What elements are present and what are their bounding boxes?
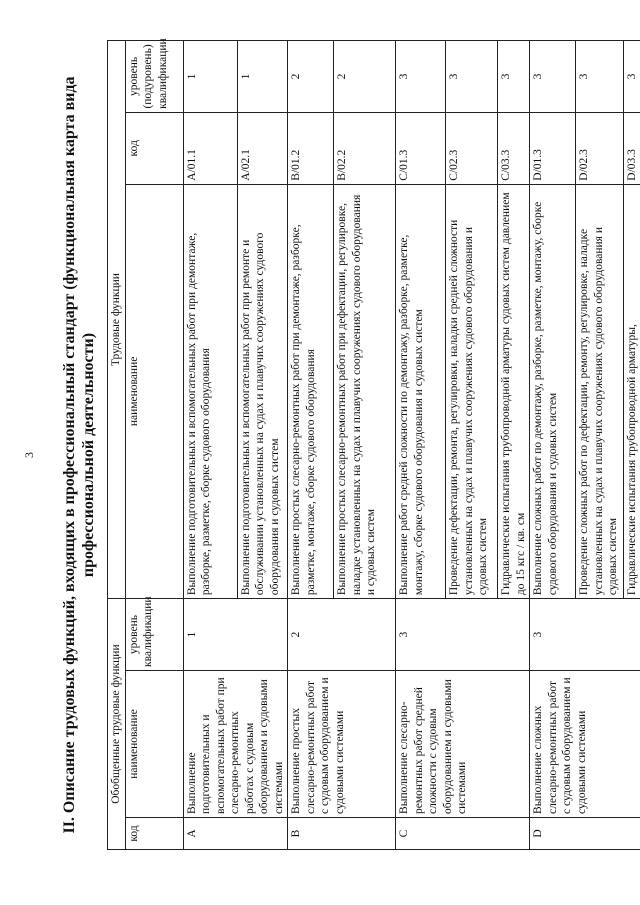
function-level: 2: [288, 41, 334, 113]
function-level: 3: [498, 41, 530, 113]
table-row: [530, 41, 576, 850]
table-row: [288, 41, 334, 850]
function-name: Выполнение подготовительных и вспомогательных работ при ремонте и обслуживании установленных на судах и плавучих сооружениях судового оборудования и судовых систем: [237, 184, 287, 598]
function-code: C/02.3: [446, 112, 498, 184]
function-code: D/01.3: [530, 112, 576, 184]
functional-map-table: [107, 40, 640, 850]
group-name: Выполнение слесарно-ремонтных работ средней сложности с судовым оборудованием и судовыми системами: [396, 670, 530, 817]
function-code: B/01.2: [288, 112, 334, 184]
title-line-2: профессиональной деятельности): [80, 332, 97, 578]
group-name: Выполнение простых слесарно-ремонтных работ с судовым оборудованием и судовыми системами: [288, 670, 396, 817]
function-code: C/01.3: [396, 112, 446, 184]
header-labor: Трудовые функции: [108, 41, 126, 599]
header-sublevel: уровень (подуровень) квалификации: [125, 41, 183, 113]
function-code: D/02.3: [576, 112, 624, 184]
page-number: 3: [22, 452, 36, 458]
table-row: [396, 41, 446, 850]
group-level: 3: [396, 599, 530, 671]
header-name-2: наименование: [125, 184, 183, 598]
function-name: Проведение дефектации, ремонта, регулировки, наладки средней сложности установленных на судах и плавучих сооружениях судового оборудования и судовых систем: [446, 184, 498, 598]
function-level: 2: [334, 41, 396, 113]
function-level: 3: [576, 41, 624, 113]
header-row-1: [108, 41, 126, 850]
group-code: B: [288, 817, 396, 849]
function-level: 3: [396, 41, 446, 113]
function-name: Выполнение простых слесарно-ремонтных работ при дефектации, регулировке, наладке установленных на судах и плавучих сооружениях судового оборудования и судовых систем: [334, 184, 396, 598]
group-code: A: [183, 817, 288, 849]
header-name: наименование: [125, 670, 183, 817]
section-title: [60, 50, 98, 860]
table-body: [108, 38, 640, 850]
function-name: Выполнение сложных работ по демонтажу, разборке, разметке, монтажу, сборке судового оборудования и судовых систем: [530, 184, 576, 598]
function-name: Выполнение работ средней сложности по демонтажу, разборке, разметке, монтажу, сборке судового оборудования и судовых систем: [396, 184, 446, 598]
function-code: C/03.3: [498, 112, 530, 184]
group-name: Выполнение сложных слесарно-ремонтных работ с судовым оборудованием и судовыми системами: [530, 670, 640, 817]
function-level: 3: [530, 41, 576, 113]
function-name: Проведение сложных работ по дефектации, ремонту, регулировке, наладке установленных на судах и плавучих сооружениях судового оборудования и судовых систем: [576, 184, 624, 598]
function-name: Гидравлические испытания трубопроводной арматуры,: [624, 184, 640, 598]
function-code: A/02.1: [237, 112, 287, 184]
group-level: 1: [183, 599, 288, 671]
header-row-2: [125, 41, 183, 850]
table-row: [183, 41, 237, 850]
function-name: Выполнение простых слесарно-ремонтных работ при демонтаже, разборке, разметке, монтаже, сборке судового оборудования: [288, 184, 334, 598]
function-code: D/03.3: [624, 112, 640, 184]
header-level: уровень квалификации: [125, 599, 183, 671]
function-level: 1: [237, 41, 287, 113]
function-name: Гидравлические испытания трубопроводной арматуры судовых систем давлением до 15 кгс / кв. см: [498, 184, 530, 598]
group-level: 2: [288, 599, 396, 671]
function-code: B/02.2: [334, 112, 396, 184]
group-name: Выполнение подготовительных и вспомогательных работ при слесарно-ремонтных работах с судовым оборудованием и судовыми системами: [183, 670, 288, 817]
group-level: 3: [530, 599, 640, 671]
header-generalized: Обобщенные трудовые функции: [108, 599, 126, 850]
function-level: 1: [183, 41, 237, 113]
function-level: 3: [446, 41, 498, 113]
header-code: код: [125, 817, 183, 849]
function-code: A/01.1: [183, 112, 237, 184]
group-code: D: [530, 817, 640, 849]
title-line-1: II. Описание трудовых функций, входящих в профессиональный стандарт (функциональная карта вида: [61, 76, 78, 834]
function-name: Выполнение подготовительных и вспомогательных работ при демонтаже, разборке, разметке, сборке судового оборудования: [183, 184, 237, 598]
group-code: C: [396, 817, 530, 849]
header-code-2: код: [125, 112, 183, 184]
function-level: 3: [624, 41, 640, 113]
